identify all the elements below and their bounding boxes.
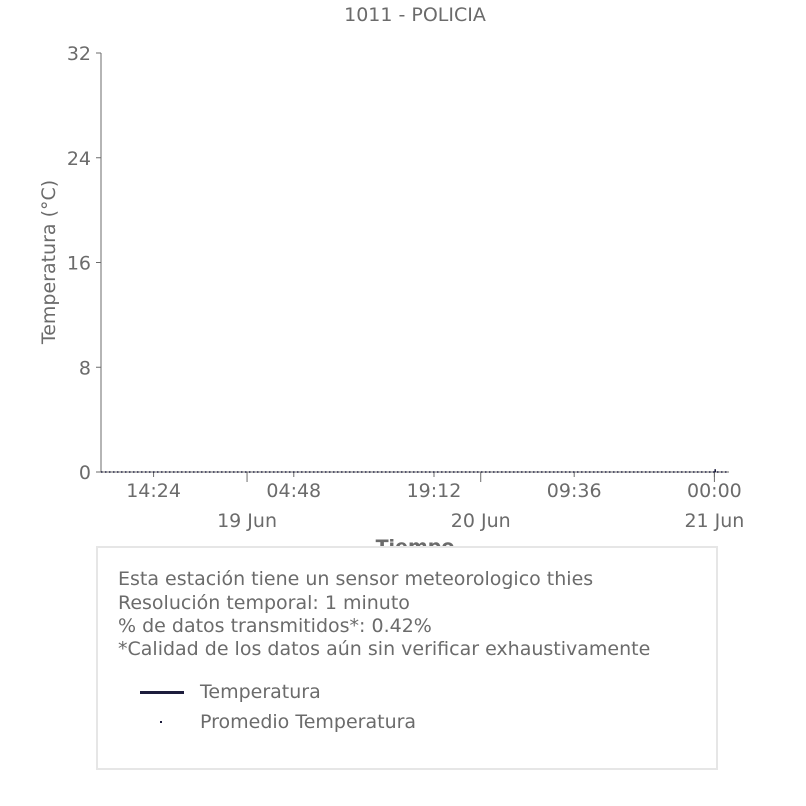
y-tick-label: 32	[66, 43, 91, 65]
legend-label: Temperatura	[200, 681, 321, 703]
x-tick-label: 04:48	[266, 480, 322, 502]
date-tick-label: 19 Jun	[217, 510, 277, 532]
info-transmitted-text: % de datos transmitidos*: 0.42%	[118, 615, 432, 637]
info-box	[96, 546, 718, 770]
y-tick-label: 16	[66, 252, 91, 275]
axes	[101, 53, 729, 472]
x-tick-label: 09:36	[546, 480, 602, 502]
info-sensor-text: Esta estación tiene un sensor meteorologico thies	[118, 568, 594, 590]
y-tick-label: 8	[78, 357, 91, 380]
line-swatch-icon	[140, 691, 184, 694]
y-tick-label: 0	[78, 462, 91, 484]
info-quality-note: *Calidad de los datos aún sin verificar exhaustivamente	[118, 638, 651, 660]
tick-group	[67, 43, 745, 532]
info-resolution-text: Resolución temporal: 1 minuto	[118, 592, 410, 614]
x-tick-label: 19:12	[406, 480, 462, 502]
legend-label: Promedio Temperatura	[200, 711, 417, 733]
y-tick-label: 24	[66, 147, 91, 170]
date-tick-label: 20 Jun	[450, 510, 511, 532]
x-tick-label: 14:24	[126, 480, 181, 502]
date-tick-label: 21 Jun	[684, 510, 745, 532]
y-axis-label: Temperatura (°C)	[38, 179, 60, 345]
x-tick-label: 00:00	[687, 480, 742, 502]
dot-swatch-icon	[160, 721, 162, 723]
chart-title: 1011 - POLICIA	[344, 4, 486, 26]
